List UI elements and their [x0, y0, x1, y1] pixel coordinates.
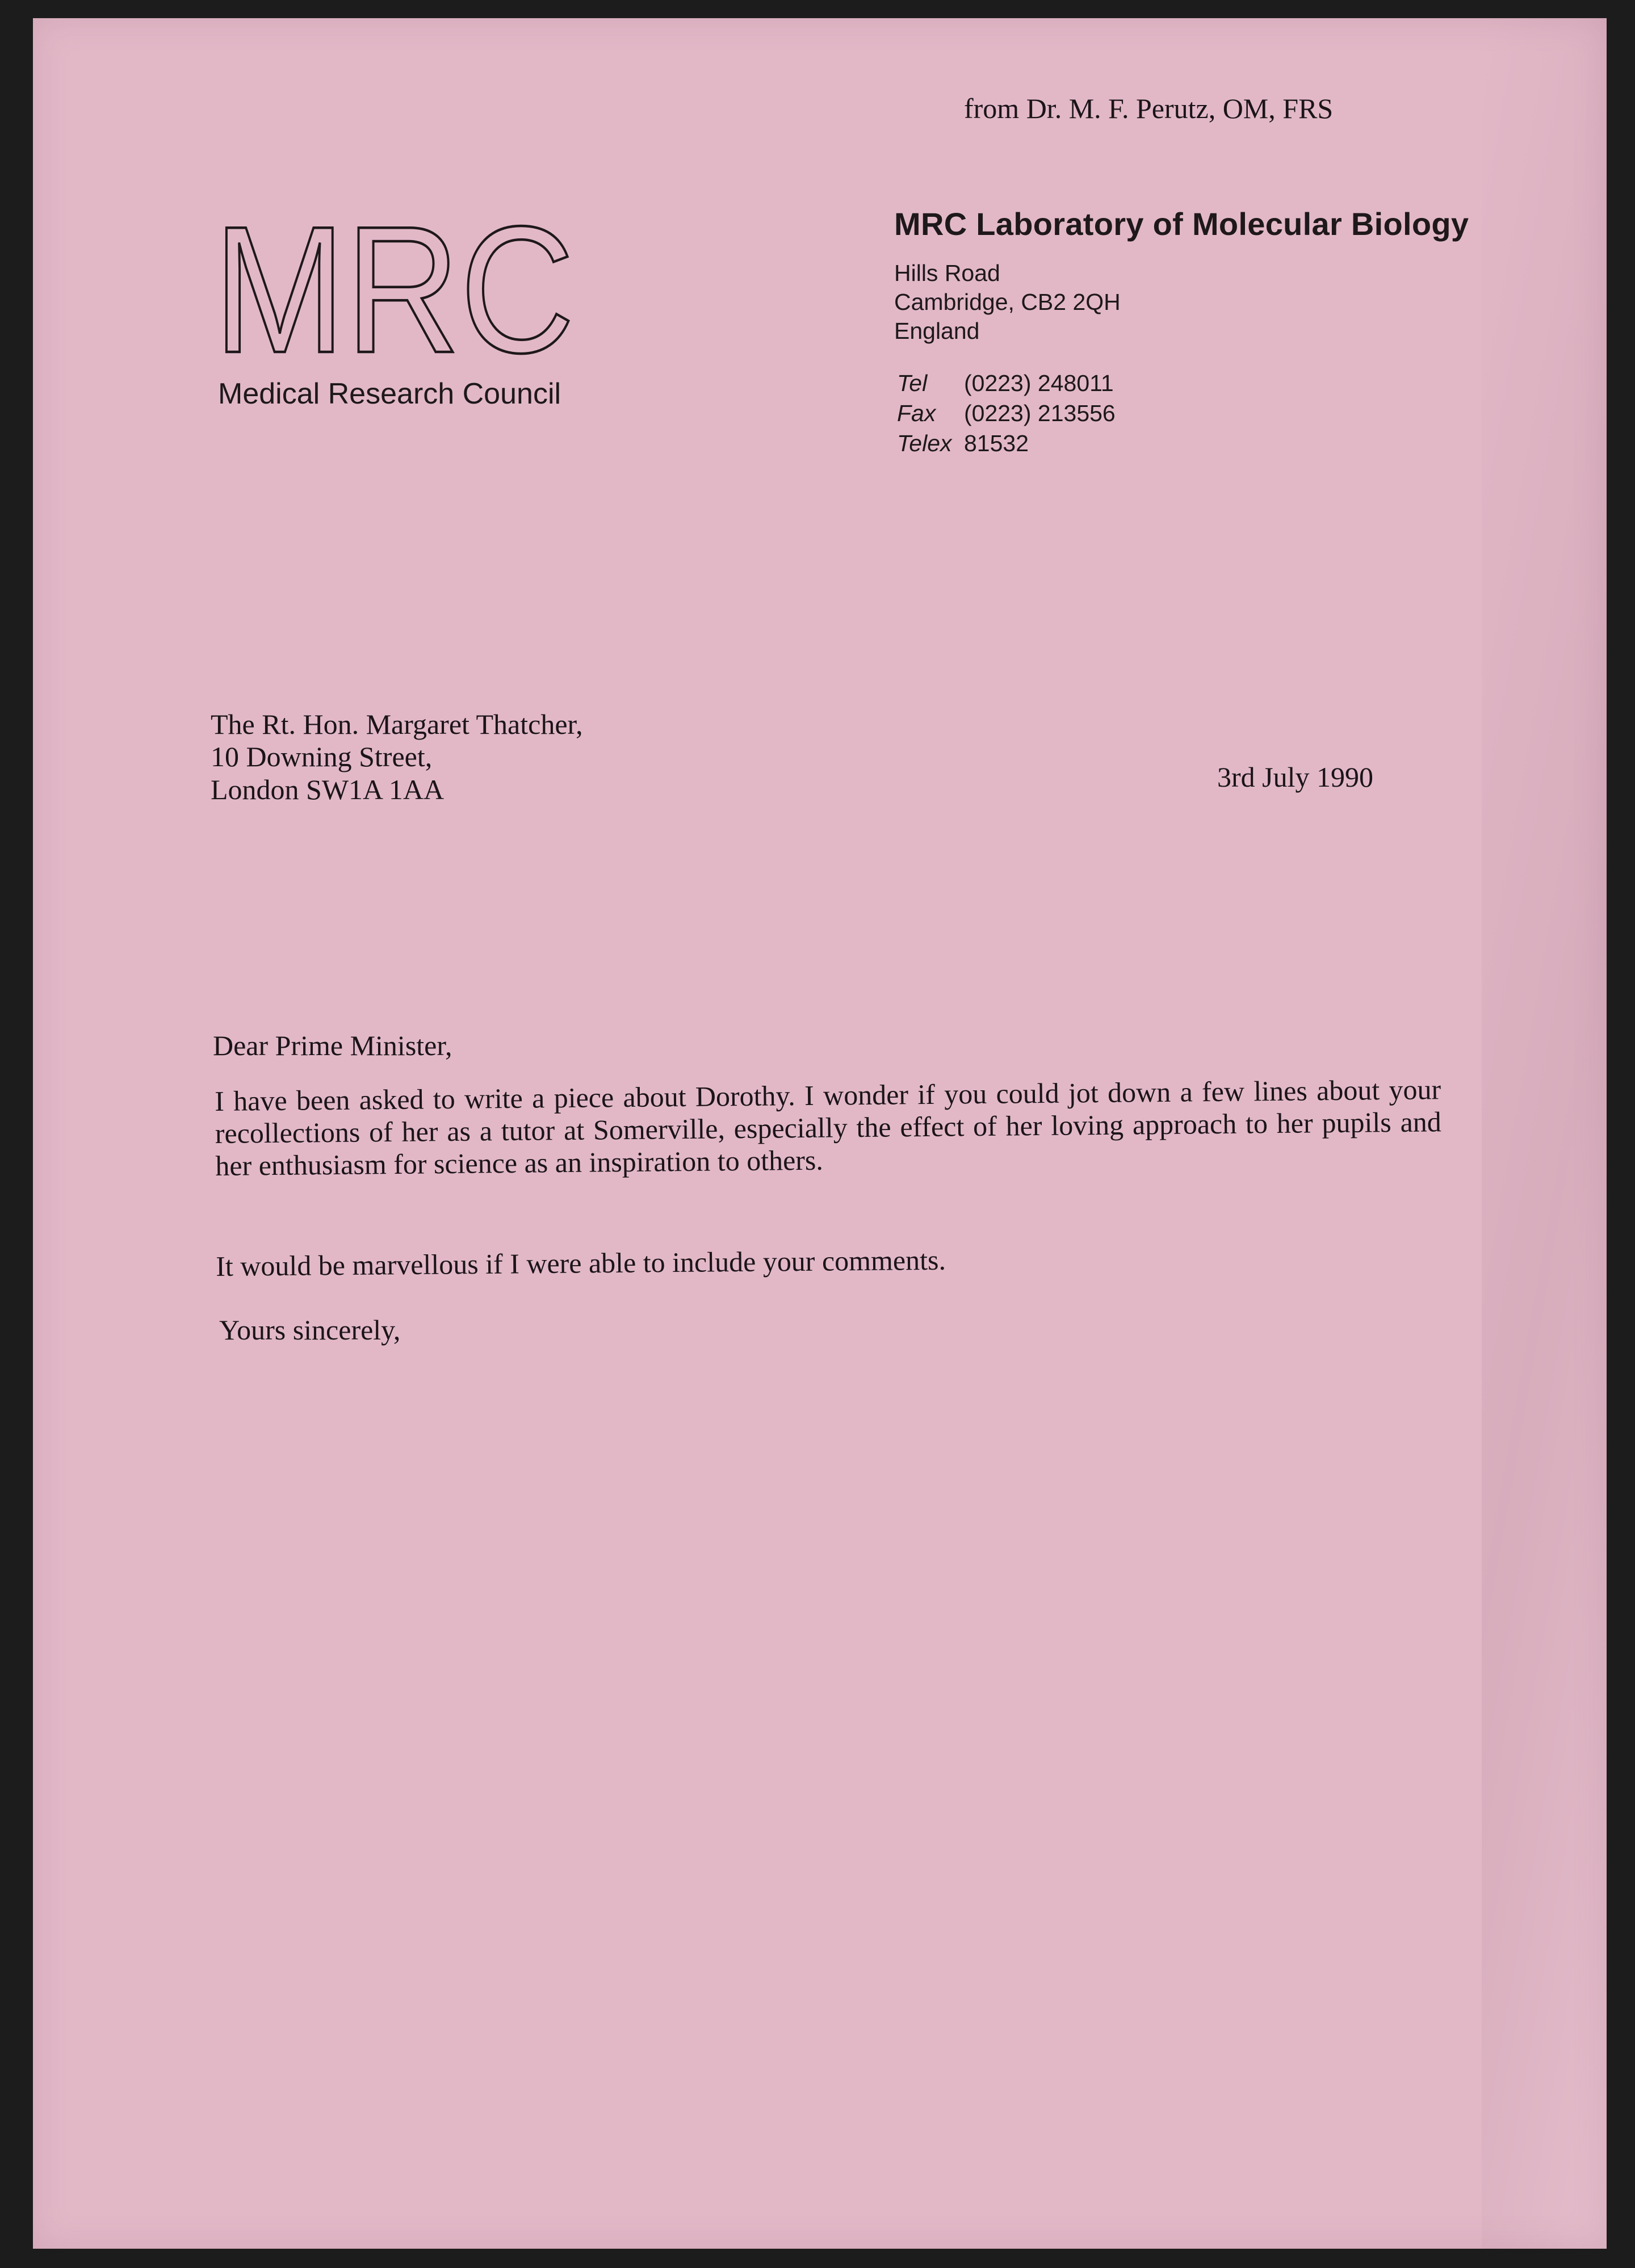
body-paragraph: I have been asked to write a piece about Dorothy. I wonder if you could jot down a few lines about your recollections of her as a tutor at Somerville, especially the effect of her loving approach to her pupils and her enthusiasm for science as an inspiration to others.	[215, 1073, 1441, 1182]
contact-value: 81532	[964, 430, 1029, 456]
contact-tel	[897, 370, 1114, 397]
body-paragraph: It would be marvellous if I were able to include your comments.	[216, 1244, 946, 1282]
recipient-line-3: London SW1A 1AA	[211, 774, 445, 805]
recipient-line-1: The Rt. Hon. Margaret Thatcher,	[211, 708, 583, 740]
salutation: Dear Prime Minister,	[213, 1030, 452, 1061]
contact-label: Tel	[897, 370, 928, 396]
contact-value: (0223) 213556	[964, 400, 1116, 426]
mrc-logo	[213, 218, 577, 360]
letterhead-org-name: MRC Laboratory of Molecular Biology	[894, 206, 1469, 242]
recipient-line-2: 10 Downing Street,	[211, 741, 433, 772]
contact-fax	[897, 400, 1116, 427]
logo-mark-text: MRC	[213, 218, 575, 360]
address-line-3: England	[894, 318, 980, 344]
paper-fold-shadow	[1482, 18, 1607, 2249]
logo-caption: Medical Research Council	[218, 377, 561, 410]
contact-telex	[897, 430, 1029, 457]
contact-label: Telex	[897, 430, 952, 456]
contact-value: (0223) 248011	[964, 370, 1114, 396]
mrc-logo-mark	[213, 218, 577, 360]
letter-sheet	[33, 18, 1607, 2249]
closing: Yours sincerely,	[219, 1314, 401, 1346]
contact-label: Fax	[897, 400, 936, 426]
from-line: from Dr. M. F. Perutz, OM, FRS	[964, 93, 1334, 124]
address-line-1: Hills Road	[894, 260, 1000, 286]
address-line-2: Cambridge, CB2 2QH	[894, 289, 1121, 315]
letter-date: 3rd July 1990	[1217, 761, 1373, 793]
